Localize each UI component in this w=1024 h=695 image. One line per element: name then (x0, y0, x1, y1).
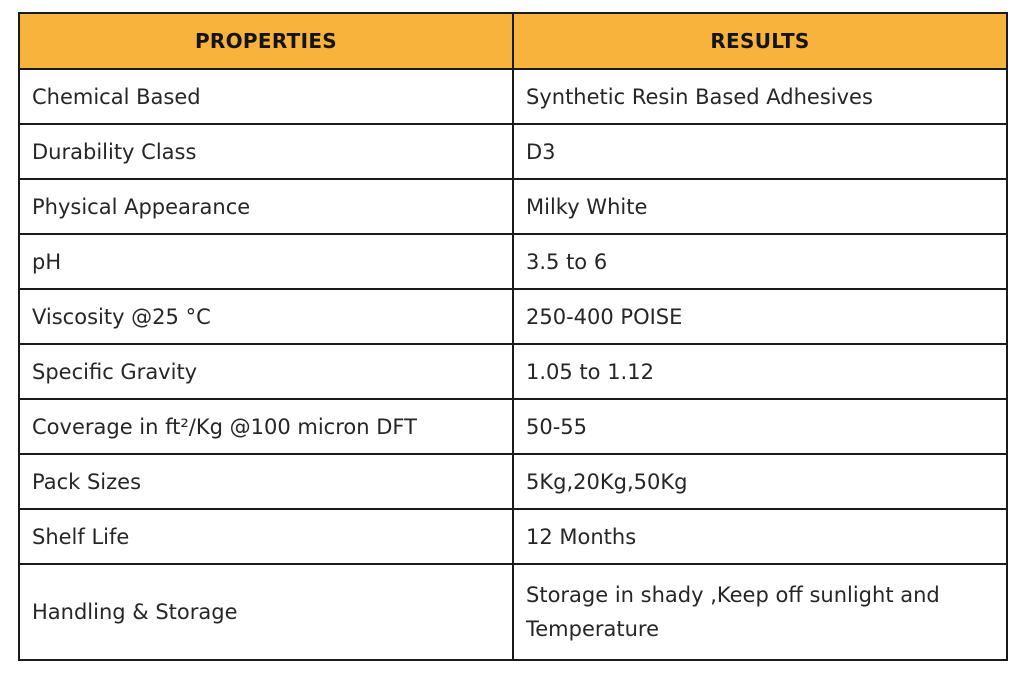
result-cell: Synthetic Resin Based Adhesives (513, 69, 1007, 124)
result-cell: 50-55 (513, 399, 1007, 454)
table-row (19, 399, 1007, 454)
property-cell: Viscosity @25 °C (19, 289, 513, 344)
result-cell: 12 Months (513, 509, 1007, 564)
result-cell: Storage in shady ,Keep off sunlight and Temperature (513, 564, 1007, 660)
property-cell: Durability Class (19, 124, 513, 179)
table-row (19, 454, 1007, 509)
property-cell: Specific Gravity (19, 344, 513, 399)
result-cell: 5Kg,20Kg,50Kg (513, 454, 1007, 509)
table-row (19, 289, 1007, 344)
table-header-row (19, 13, 1007, 69)
property-cell: Physical Appearance (19, 179, 513, 234)
result-cell: 3.5 to 6 (513, 234, 1007, 289)
table-row (19, 509, 1007, 564)
property-cell: pH (19, 234, 513, 289)
results-column-header: RESULTS (513, 13, 1007, 69)
result-cell: Milky White (513, 179, 1007, 234)
result-cell: 250-400 POISE (513, 289, 1007, 344)
table-row (19, 344, 1007, 399)
property-cell: Handling & Storage (19, 564, 513, 660)
table-row (19, 234, 1007, 289)
property-cell: Pack Sizes (19, 454, 513, 509)
property-cell: Chemical Based (19, 69, 513, 124)
table-row (19, 69, 1007, 124)
property-cell: Shelf Life (19, 509, 513, 564)
properties-column-header: PROPERTIES (19, 13, 513, 69)
properties-table-container (18, 12, 1006, 661)
table-row (19, 179, 1007, 234)
table-row (19, 564, 1007, 660)
property-cell: Coverage in ft²/Kg @100 micron DFT (19, 399, 513, 454)
result-cell: D3 (513, 124, 1007, 179)
properties-table (18, 12, 1008, 661)
result-cell: 1.05 to 1.12 (513, 344, 1007, 399)
table-row (19, 124, 1007, 179)
